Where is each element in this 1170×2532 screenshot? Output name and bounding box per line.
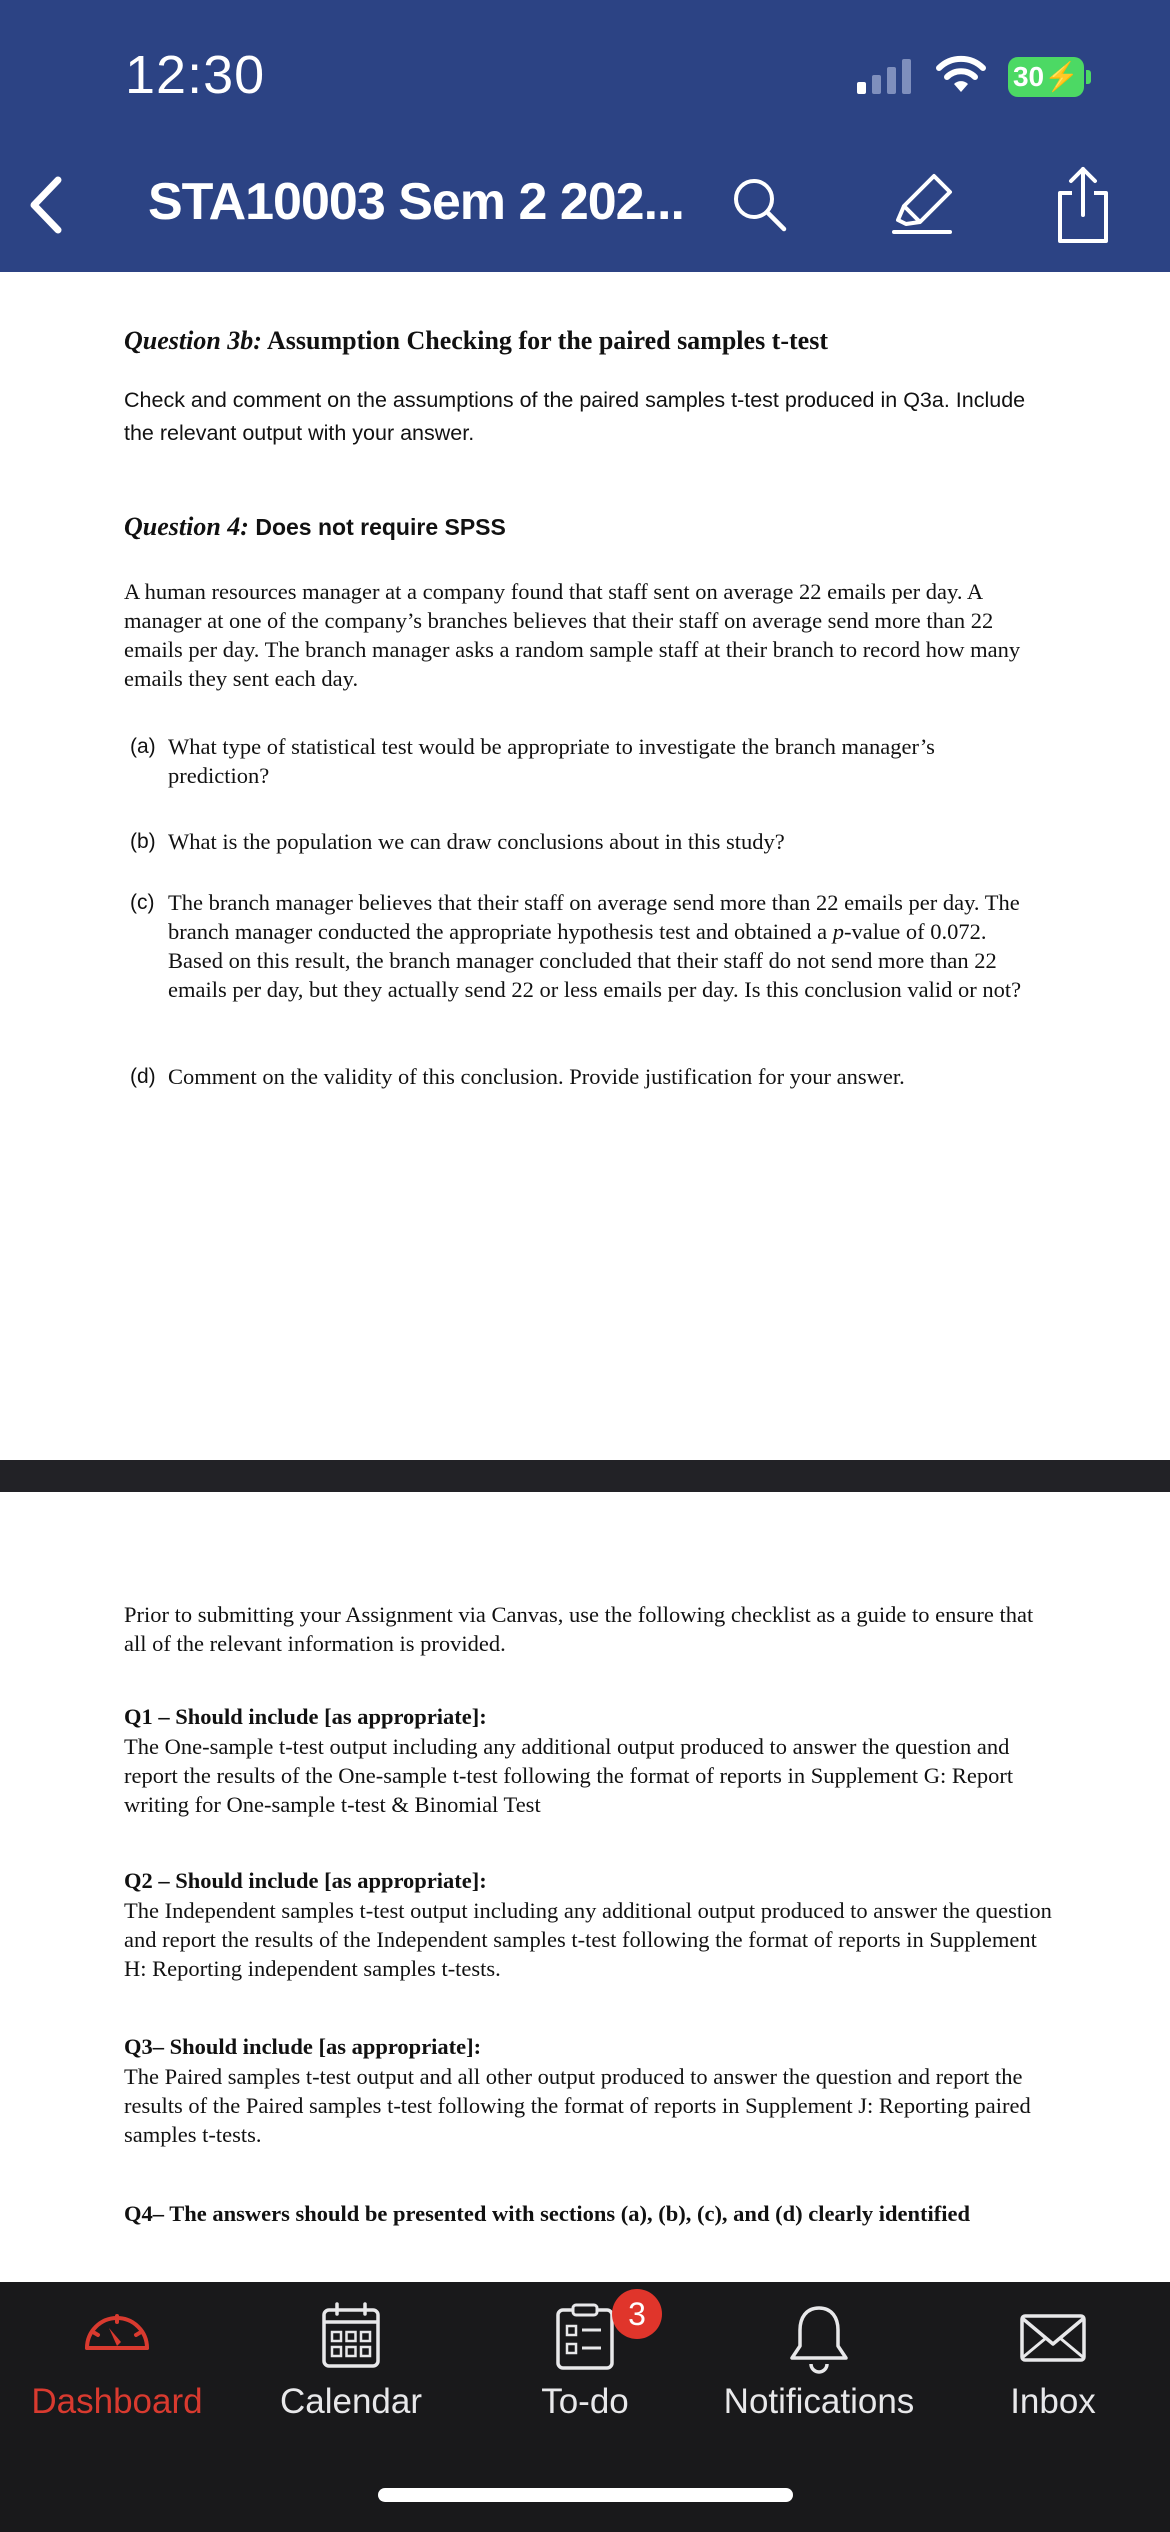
question-4-item-b [130, 827, 1030, 856]
tab-label: To-do [541, 2382, 629, 2421]
tab-label: Notifications [723, 2382, 915, 2421]
tab-dashboard[interactable] [0, 2282, 234, 2482]
status-time: 12:30 [125, 45, 266, 105]
todo-count-badge: 3 [612, 2289, 662, 2339]
tab-label: Calendar [279, 2382, 423, 2421]
checklist-q1-heading: Q1 – Should include [as appropriate]: [124, 1704, 487, 1729]
document-page-1[interactable] [0, 272, 1170, 1460]
bell-icon [786, 2302, 852, 2374]
checklist-q2-heading: Q2 – Should include [as appropriate]: [124, 1868, 487, 1893]
tab-inbox[interactable] [936, 2282, 1170, 2482]
checklist-q3-body: The Paired samples t-test output and all other output produced to answer the question and report the results of the Paired samples t-test following the format of reports in Supplement J: Reporting paired samples t-tests. [124, 2064, 1031, 2147]
checklist-intro: Prior to submitting your Assignment via Canvas, use the following checklist as a guide to ensure that all of the relevant information is provided. [124, 1602, 1034, 1656]
question-4-heading [124, 512, 1054, 542]
tab-todo[interactable] [468, 2282, 702, 2482]
item-label: (b) [130, 830, 156, 853]
todo-clipboard-icon [555, 2302, 615, 2372]
battery-nub [1086, 70, 1091, 84]
question-4-body: A human resources manager at a company found that staff sent on average 22 emails per day. A manager at one of the company’s branches believes that their staff on average send more than 22 emails per day. The branch manager asks a random sample staff at their branch to record how many emails they sent each day. [124, 579, 1021, 691]
item-text: What is the population we can draw conclusions about in this study? [168, 829, 785, 854]
home-indicator[interactable] [378, 2488, 793, 2502]
item-text-part: The branch manager believes that their staff on average send more than 22 emails per day. The branch manager conducted the appropriate hypothesis test and obtained a [168, 890, 1020, 944]
question-3b-title: Assumption Checking for the paired samples t-test [261, 326, 828, 355]
checklist-q4-heading: Q4– The answers should be presented with sections (a), (b), (c), and (d) clearly identified [124, 2201, 971, 2226]
document-title: STA10003 Sem 2 202... [148, 173, 684, 231]
item-label: (d) [130, 1065, 156, 1088]
back-button[interactable] [22, 170, 72, 240]
question-3b-heading [124, 326, 1054, 356]
checklist-q2-body: The Independent samples t-test output including any additional output produced to answer the question and report the results of the Independent samples t-test following the format of reports in Supplement H: Reporting independent samples t-tests. [124, 1898, 1052, 1981]
wifi-icon [935, 54, 987, 94]
tab-label: Dashboard [31, 2382, 203, 2421]
item-label: (c) [130, 891, 155, 914]
highlighter-icon[interactable] [890, 170, 956, 236]
item-text-italic: p [832, 919, 845, 944]
cellular-signal-icon [855, 58, 915, 94]
item-label: (a) [130, 735, 156, 758]
charging-bolt-icon: ⚡ [1044, 61, 1080, 92]
app-header [0, 0, 1170, 272]
checklist-q1-body: The One-sample t-test output including any additional output produced to answer the question and report the results of the One-sample t-test following the format of reports in Supplement G: Report writing for One-sample t-test & Binomial Test [124, 1734, 1014, 1817]
item-text: What type of statistical test would be appropriate to investigate the branch manager’s prediction? [168, 734, 935, 788]
share-icon[interactable] [1050, 165, 1116, 245]
calendar-icon [321, 2302, 381, 2370]
tab-label: Inbox [1010, 2382, 1096, 2421]
envelope-icon [1018, 2302, 1088, 2372]
question-4-item-d [130, 1062, 1030, 1091]
question-4-title: Does not require SPSS [248, 514, 506, 540]
question-4-label: Question 4: [124, 512, 249, 541]
item-text: Comment on the validity of this conclusion. Provide justification for your answer. [168, 1064, 905, 1089]
item-text [168, 888, 1030, 1004]
battery-level: 30⚡ [1008, 57, 1084, 97]
question-3b-label: Question 3b: [124, 326, 262, 355]
page-divider [0, 1460, 1170, 1492]
dashboard-gauge-icon [79, 2302, 155, 2362]
search-icon[interactable] [730, 175, 790, 235]
checklist-q3-heading: Q3– Should include [as appropriate]: [124, 2034, 482, 2059]
battery-indicator [1008, 57, 1088, 97]
tab-notifications[interactable] [702, 2282, 936, 2482]
question-4-item-a [130, 732, 1030, 790]
document-page-2[interactable] [0, 1492, 1170, 2282]
question-4-item-c [130, 888, 1030, 1004]
question-3b-body: Check and comment on the assumptions of the paired samples t-test produced in Q3a. Include the relevant output with your answer. [124, 388, 1026, 445]
item-text-part: -value of 0.072. Based on this result, the branch manager concluded that their staff do not send more than 22 emails per day, but they actually send 22 or less emails per day. Is this conclusion valid or not? [168, 919, 1022, 1002]
tab-calendar[interactable] [234, 2282, 468, 2482]
